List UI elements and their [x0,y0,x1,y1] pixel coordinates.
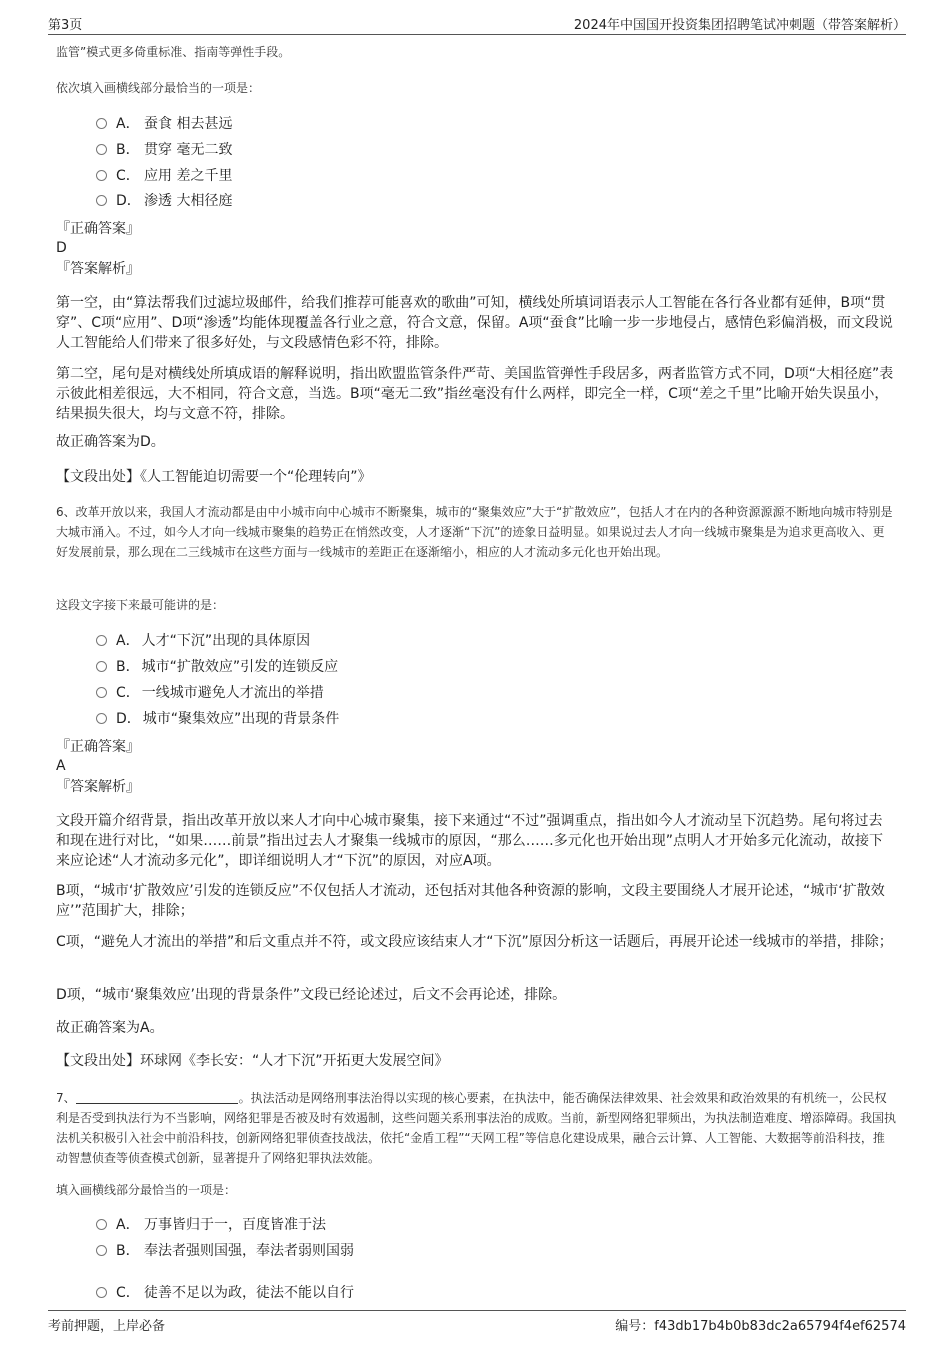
document-title: 2024年中国国开投资集团招聘笔试冲刺题（带答案解析） [573,18,906,33]
page-number: 第3页 [48,18,83,33]
q6-answer-heading: 『正确答案』 [56,739,140,755]
document-id: 编号：f43db17b4b0b83dc2a65794f4ef62574 [615,1319,906,1334]
q6-option-a[interactable]: A． 人才“下沉”出现的具体原因 [96,630,310,652]
radio-icon[interactable] [96,1219,107,1230]
radio-icon[interactable] [96,1245,107,1256]
radio-icon[interactable] [96,687,107,698]
radio-icon[interactable] [96,713,107,724]
q5-answer-heading: 『正确答案』 [56,221,140,237]
q7-blank [76,1090,238,1104]
radio-icon[interactable] [96,118,107,129]
q6-option-c[interactable]: C． 一线城市避免人才流出的举措 [96,682,324,704]
page-header [48,12,906,35]
q5-prompt: 依次填入画横线部分最恰当的一项是： [56,81,261,95]
q5-option-a[interactable]: A． 蚕食 相去甚远 [96,113,232,135]
q6-prompt: 这段文字接下来最可能讲的是： [56,598,225,612]
q7-option-b[interactable]: B． 奉法者强则国强，奉法者弱则国弱 [96,1240,354,1262]
q7-prompt: 填入画横线部分最恰当的一项是： [56,1183,237,1197]
q6-analysis-paragraph-1: 文段开篇介绍背景，指出改革开放以来人才向中心城市聚集，接下来通过“不过”强调重点，指出如今人才流动呈下沉趋势。尾句将过去和现在进行对比，“如果……前景”指出过去人才聚集一线城市的原因，“那么……多元化也开始出现”点明人才开始多元化流动，故接下来应论述“人才流动多元化”，即详细说明人才“下沉”的原因，对应A项。 [56,813,884,869]
q7-option-a[interactable]: A． 万事皆归于一，百度皆准于法 [96,1214,326,1236]
q6-analysis-paragraph-4: D项，“城市‘聚集效应’出现的背景条件”文段已经论述过，后文不会再论述，排除。 [56,987,567,1003]
radio-icon[interactable] [96,170,107,181]
footer-slogan: 考前押题，上岸必备 [48,1319,166,1334]
q5-conclusion: 故正确答案为D。 [56,434,165,450]
q7-stem-text: 。执法活动是网络刑事法治得以实现的核心要素，在执法中，能否确保法律效果、社会效果和政治效果的有机统一，公民权利是否受到执法行为不当影响，网络犯罪是否被及时有效遏制，这些问题关系刑事法治的成败。当前，新型网络犯罪频出，为执法制造难度、增添障碍。我国执法机关积极引入社会中前沿科技，创新网络犯罪侦查技战法，依托“金盾工程”“天网工程”等信息化建设成果，融合云计算、人工智能、大数据等前沿科技，推动智慧侦查等侦查模式创新，显著提升了网络犯罪执法效能。 [56,1091,897,1165]
radio-icon[interactable] [96,144,107,155]
q5-analysis-paragraph-1: 第一空，由“算法帮我们过滤垃圾邮件，给我们推荐可能喜欢的歌曲”可知，横线处所填词语表示人工智能在各行各业都有延伸，B项“贯穿”、C项“应用”、D项“渗透”均能体现覆盖各行业之意，符合文意，保留。A项“蚕食”比喻一步一步地侵占，感情色彩偏消极，而文段说人工智能给人们带来了很多好处，与文段感情色彩不符，排除。 [56,295,893,351]
q7-number: 7、 [56,1091,76,1105]
page-footer [48,1310,906,1333]
q6-analysis-heading: 『答案解析』 [56,779,140,795]
q6-analysis-paragraph-2: B项，“城市‘扩散效应’引发的连锁反应”不仅包括人才流动，还包括对其他各种资源的影响，文段主要围绕人才展开论述，“城市‘扩散效应’”范围扩大，排除； [56,883,885,919]
q5-intro-tail: 监管”模式更多倚重标准、指南等弹性手段。 [56,45,291,59]
q6-option-b[interactable]: B． 城市“扩散效应”引发的连锁反应 [96,656,338,678]
q5-option-b[interactable]: B． 贯穿 毫无二致 [96,139,232,161]
q6-answer: A [56,758,66,774]
q6-analysis-paragraph-3: C项，“避免人才流出的举措”和后文重点并不符，或文段应该结束人才“下沉”原因分析这一话题后，再展开论述一线城市的举措，排除； [56,934,893,950]
q5-option-d[interactable]: D． 渗透 大相径庭 [96,190,232,212]
q6-option-d[interactable]: D． 城市“聚集效应”出现的背景条件 [96,708,339,730]
q7-option-c[interactable]: C． 徒善不足以为政，徒法不能以自行 [96,1282,354,1304]
q6-conclusion: 故正确答案为A。 [56,1020,164,1036]
q5-option-c[interactable]: C． 应用 差之千里 [96,165,232,187]
radio-icon[interactable] [96,195,107,206]
q5-source: 【文段出处】《人工智能迫切需要一个“伦理转向”》 [56,469,372,485]
q5-analysis-heading: 『答案解析』 [56,261,140,277]
q7-stem [56,1088,896,1168]
q5-answer: D [56,240,67,256]
radio-icon[interactable] [96,635,107,646]
q6-stem: 6、改革开放以来，我国人才流动都是由中小城市向中心城市不断聚集，城市的“聚集效应”大于“扩散效应”，包括人才在内的各种资源源源不断地向城市特别是大城市涌入。不过，如今人才向一线城市聚集的趋势正在悄然改变，人才逐渐“下沉”的迹象日益明显。如果说过去人才向一线城市聚集是为追求更高收入、更好发展前景，那么现在二三线城市在这些方面与一线城市的差距正在逐渐缩小，相应的人才流动多元化也开始出现。 [56,505,893,559]
radio-icon[interactable] [96,1287,107,1298]
q6-source: 【文段出处】环球网《李长安：“人才下沉”开拓更大发展空间》 [56,1053,449,1069]
q5-analysis-paragraph-2: 第二空，尾句是对横线处所填成语的解释说明，指出欧盟监管条件严苛、美国监管弹性手段居多，两者监管方式不同，D项“大相径庭”表示彼此相差很远，大不相同，符合文意，当选。B项“毫无二致”指丝毫没有什么两样，即完全一样，C项“差之千里”比喻开始失误虽小，结果损失很大，均与文意不符，排除。 [56,366,894,422]
radio-icon[interactable] [96,661,107,672]
